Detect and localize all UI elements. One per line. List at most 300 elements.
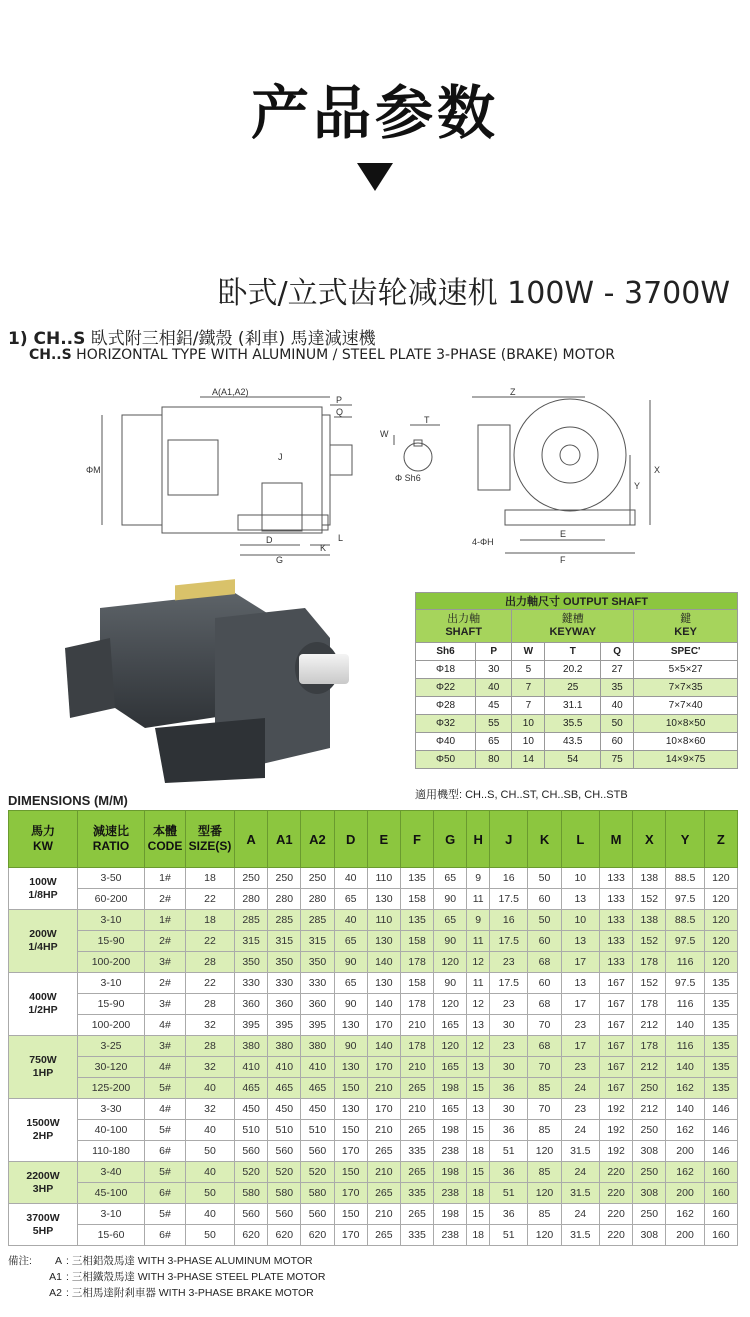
shaft-cell: 55 [476, 715, 512, 733]
dim-cell: 2# [145, 889, 186, 910]
dim-label-g: G [276, 555, 284, 565]
dim-cell: 210 [367, 1078, 400, 1099]
dim-cell: 60 [528, 973, 561, 994]
dim-cell: 31.5 [561, 1183, 599, 1204]
dim-cell: 3-10 [78, 973, 145, 994]
shaft-body [416, 661, 738, 769]
dim-cell: 135 [704, 1036, 737, 1057]
dim-cell: 150 [334, 1204, 367, 1225]
dim-cell: 65 [334, 889, 367, 910]
dim-cell: 2# [145, 931, 186, 952]
dim-cell: 133 [600, 868, 633, 889]
dim-cell: 308 [633, 1141, 666, 1162]
dim-row [9, 973, 738, 994]
dim-cell: 15-60 [78, 1225, 145, 1246]
dim-cell: 30 [490, 1057, 528, 1078]
dim-cell: 50 [186, 1141, 235, 1162]
shaft-row [416, 733, 738, 751]
dim-cell: 68 [528, 994, 561, 1015]
dim-cell: 12 [467, 1036, 490, 1057]
notes [8, 1253, 325, 1301]
dim-cell: 17 [561, 994, 599, 1015]
dim-cell: 330 [235, 973, 268, 994]
dim-cell: 335 [400, 1183, 433, 1204]
dim-cell: 150 [334, 1120, 367, 1141]
dim-cell: 120 [704, 868, 737, 889]
shaft-cell: 45 [476, 697, 512, 715]
col-t: T [545, 643, 601, 661]
dimensions-body [9, 868, 738, 1246]
dim-cell: 450 [235, 1099, 268, 1120]
dim-cell: 410 [268, 1057, 301, 1078]
dim-cell: 130 [334, 1099, 367, 1120]
dim-cell: 308 [633, 1183, 666, 1204]
dim-cell: 15-90 [78, 931, 145, 952]
dim-cell: 1# [145, 910, 186, 931]
dim-col-header: Y [666, 811, 704, 868]
note-text: 三相鐵殼馬達 WITH 3-PHASE STEEL PLATE MOTOR [71, 1271, 326, 1283]
dim-cell: 12 [467, 952, 490, 973]
shaft-cell: 10×8×60 [634, 733, 738, 751]
dim-cell: 120 [528, 1183, 561, 1204]
dim-cell: 135 [400, 910, 433, 931]
power-cell [9, 973, 78, 1036]
dim-cell: 335 [400, 1225, 433, 1246]
dim-col-header: K [528, 811, 561, 868]
dim-cell: 15 [467, 1078, 490, 1099]
shaft-cell: Φ28 [416, 697, 476, 715]
dim-cell: 30 [490, 1099, 528, 1120]
dim-cell: 146 [704, 1099, 737, 1120]
dim-cell: 23 [490, 994, 528, 1015]
dim-cell: 210 [367, 1120, 400, 1141]
dim-cell: 138 [633, 868, 666, 889]
dim-cell: 18 [467, 1225, 490, 1246]
terminal-box-outline [168, 440, 218, 495]
power-hp: 1HP [32, 1067, 54, 1079]
dim-row [9, 1204, 738, 1225]
dim-cell: 60 [528, 889, 561, 910]
dim-cell: 133 [600, 952, 633, 973]
dim-row [9, 1141, 738, 1162]
output-shaft [299, 654, 349, 684]
dim-cell: 465 [268, 1078, 301, 1099]
dim-cell: 4# [145, 1099, 186, 1120]
dim-cell: 220 [600, 1204, 633, 1225]
dim-cell: 130 [367, 889, 400, 910]
dim-cell: 23 [561, 1057, 599, 1078]
shaft-cell: Φ50 [416, 751, 476, 769]
dim-cell: 265 [367, 1141, 400, 1162]
dim-cell: 70 [528, 1015, 561, 1036]
dim-cell: 50 [528, 910, 561, 931]
dim-cell: 162 [666, 1078, 704, 1099]
dim-cell: 560 [301, 1204, 334, 1225]
dim-cell: 15 [467, 1162, 490, 1183]
dim-cell: 22 [186, 889, 235, 910]
dim-cell: 16 [490, 910, 528, 931]
dim-cell: 15-90 [78, 994, 145, 1015]
dim-cell: 88.5 [666, 868, 704, 889]
hdr-kw-cn: 馬力 [30, 824, 55, 838]
dim-cell: 520 [268, 1162, 301, 1183]
dim-cell: 410 [235, 1057, 268, 1078]
dim-cell: 120 [434, 994, 467, 1015]
dim-cell: 50 [528, 868, 561, 889]
hdr-ratio-cn: 減速比 [92, 824, 129, 838]
dim-cell: 120 [434, 1036, 467, 1057]
dim-cell: 40 [334, 868, 367, 889]
dim-row [9, 1036, 738, 1057]
dim-cell: 13 [467, 1099, 490, 1120]
note-prefix: 備注: [8, 1255, 32, 1267]
dim-col-header: H [467, 811, 490, 868]
dim-row [9, 1162, 738, 1183]
shaft-group-row [416, 610, 738, 643]
dim-cell: 178 [400, 952, 433, 973]
dim-cell: 32 [186, 1057, 235, 1078]
dim-cell: 170 [367, 1015, 400, 1036]
dim-cell: 6# [145, 1225, 186, 1246]
section-desc-cn: 臥式附三相鋁/鐵殼 (剎車) 馬達減速機 [85, 329, 376, 349]
shaft-cell: 5 [512, 661, 545, 679]
dim-cell: 280 [235, 889, 268, 910]
shaft-cell: 40 [476, 679, 512, 697]
shaft-cell: Φ40 [416, 733, 476, 751]
dim-cell: 3-40 [78, 1162, 145, 1183]
dim-cell: 85 [528, 1078, 561, 1099]
dim-cell: 380 [235, 1036, 268, 1057]
dim-cell: 210 [367, 1162, 400, 1183]
group-shaft-en: SHAFT [445, 626, 482, 638]
shaft-cell: 60 [601, 733, 634, 751]
dim-cell: 360 [235, 994, 268, 1015]
dim-cell: 110-180 [78, 1141, 145, 1162]
power-hp: 3HP [32, 1182, 54, 1195]
front-shaft-circle [560, 445, 580, 465]
dim-cell: 2# [145, 973, 186, 994]
dim-cell: 510 [235, 1120, 268, 1141]
dim-row [9, 1057, 738, 1078]
dim-cell: 178 [633, 1036, 666, 1057]
power-hp: 1/8HP [28, 888, 58, 901]
dim-cell: 170 [367, 1057, 400, 1078]
dim-row [9, 910, 738, 931]
note-code: A1 [49, 1271, 62, 1283]
dim-cell: 210 [400, 1099, 433, 1120]
dim-cell: 17.5 [490, 889, 528, 910]
group-key-en: KEY [674, 626, 697, 638]
dim-col-header: F [400, 811, 433, 868]
shaft-title-cn: 出力軸尺寸 [504, 596, 560, 608]
dim-cell: 13 [561, 931, 599, 952]
dim-cell: 40 [186, 1120, 235, 1141]
shaft-row [416, 715, 738, 733]
dim-cell: 265 [400, 1120, 433, 1141]
hdr-kw-en: KW [33, 839, 53, 853]
group-keyway-en: KEYWAY [549, 626, 597, 638]
shaft-row [416, 751, 738, 769]
shaft-cell: 7×7×35 [634, 679, 738, 697]
dim-cell: 120 [434, 952, 467, 973]
dim-cell: 192 [600, 1141, 633, 1162]
shaft-cell: 65 [476, 733, 512, 751]
dim-cell: 170 [367, 1099, 400, 1120]
dim-cell: 135 [704, 994, 737, 1015]
dim-cell: 350 [301, 952, 334, 973]
dim-cell: 140 [666, 1099, 704, 1120]
dim-cell: 36 [490, 1120, 528, 1141]
dim-cell: 120 [704, 910, 737, 931]
dim-cell: 120 [528, 1141, 561, 1162]
dim-cell: 220 [600, 1225, 633, 1246]
dim-cell: 32 [186, 1015, 235, 1036]
dim-cell: 30-120 [78, 1057, 145, 1078]
dim-col-header: M [600, 811, 633, 868]
shaft-cell: 10×8×50 [634, 715, 738, 733]
shaft-cell: 10 [512, 733, 545, 751]
dim-label-z: Z [510, 387, 516, 397]
dim-cell: 4# [145, 1015, 186, 1036]
dim-cell: 510 [301, 1120, 334, 1141]
power-kw: 400W [29, 991, 57, 1003]
dim-cell: 135 [704, 973, 737, 994]
dim-cell: 212 [633, 1057, 666, 1078]
dim-cell: 120 [704, 889, 737, 910]
dim-cell: 5# [145, 1120, 186, 1141]
dim-cell: 28 [186, 1036, 235, 1057]
shaft-cell: 7 [512, 697, 545, 715]
dim-label-f: F [560, 555, 566, 565]
dim-cell: 16 [490, 868, 528, 889]
terminal-box [65, 638, 115, 718]
dim-cell: 45-100 [78, 1183, 145, 1204]
dim-cell: 146 [704, 1141, 737, 1162]
dim-cell: 1# [145, 868, 186, 889]
dim-cell: 395 [301, 1015, 334, 1036]
dim-cell: 395 [268, 1015, 301, 1036]
dim-cell: 220 [600, 1162, 633, 1183]
dim-cell: 178 [400, 1036, 433, 1057]
power-kw: 100W [29, 875, 57, 888]
dim-cell: 167 [600, 1057, 633, 1078]
dim-cell: 395 [235, 1015, 268, 1036]
dim-label-q: Q [336, 407, 344, 417]
dim-cell: 17.5 [490, 931, 528, 952]
front-terminal-box [478, 425, 510, 490]
shaft-cell: 40 [601, 697, 634, 715]
shaft-cell: 25 [545, 679, 601, 697]
dim-cell: 11 [467, 931, 490, 952]
dim-cell: 146 [704, 1120, 737, 1141]
dim-label-a: A(A1,A2) [212, 387, 249, 397]
dim-cell: 23 [490, 952, 528, 973]
front-flange-circle [542, 427, 598, 483]
dim-cell: 178 [633, 952, 666, 973]
shaft-cell: Φ32 [416, 715, 476, 733]
dim-cell: 68 [528, 952, 561, 973]
dim-cell: 350 [268, 952, 301, 973]
dim-cell: 130 [367, 973, 400, 994]
dim-cell: 13 [561, 889, 599, 910]
dim-cell: 410 [301, 1057, 334, 1078]
dim-cell: 85 [528, 1204, 561, 1225]
dim-cell: 165 [434, 1015, 467, 1036]
dim-cell: 150 [334, 1078, 367, 1099]
dim-cell: 40 [186, 1078, 235, 1099]
dim-cell: 580 [235, 1183, 268, 1204]
dim-cell: 315 [268, 931, 301, 952]
dim-cell: 130 [334, 1057, 367, 1078]
power-kw: 2200W [26, 1169, 60, 1182]
dim-cell: 3# [145, 994, 186, 1015]
shaft-cell: 31.1 [545, 697, 601, 715]
dim-cell: 140 [367, 994, 400, 1015]
note-text: 三相鋁殼馬達 WITH 3-PHASE ALUMINUM MOTOR [71, 1255, 313, 1267]
motor-body-outline [162, 407, 322, 533]
dim-cell: 90 [334, 994, 367, 1015]
dim-label-t: T [424, 415, 430, 425]
dim-cell: 23 [561, 1015, 599, 1036]
dim-cell: 3# [145, 952, 186, 973]
dim-cell: 5# [145, 1078, 186, 1099]
dim-cell: 620 [235, 1225, 268, 1246]
dim-cell: 560 [301, 1141, 334, 1162]
dim-cell: 85 [528, 1120, 561, 1141]
mounting-foot [155, 718, 265, 783]
dim-cell: 238 [434, 1225, 467, 1246]
dim-cell: 51 [490, 1225, 528, 1246]
dim-cell: 100-200 [78, 1015, 145, 1036]
dim-label-y: Y [634, 481, 641, 491]
dim-cell: 620 [268, 1225, 301, 1246]
dim-cell: 265 [400, 1204, 433, 1225]
dim-cell: 210 [400, 1015, 433, 1036]
dim-row [9, 1078, 738, 1099]
shaft-cell: 50 [601, 715, 634, 733]
dim-cell: 138 [633, 910, 666, 931]
dim-cell: 36 [490, 1204, 528, 1225]
dim-cell: 162 [666, 1204, 704, 1225]
shaft-title-en: OUTPUT SHAFT [563, 596, 648, 608]
dim-cell: 3-25 [78, 1036, 145, 1057]
flange-outline [322, 415, 330, 525]
dim-cell: 12 [467, 994, 490, 1015]
dim-cell: 160 [704, 1183, 737, 1204]
dim-cell: 90 [334, 952, 367, 973]
dim-cell: 178 [400, 994, 433, 1015]
shaft-cell: 27 [601, 661, 634, 679]
dim-cell: 158 [400, 931, 433, 952]
note-sep: : [66, 1255, 72, 1267]
group-key-cn: 鍵 [680, 613, 692, 625]
dim-cell: 4# [145, 1057, 186, 1078]
shaft-cell: Φ18 [416, 661, 476, 679]
dim-cell: 265 [400, 1078, 433, 1099]
power-cell [9, 1204, 78, 1246]
dim-row [9, 952, 738, 973]
note-code: A [54, 1255, 62, 1267]
note-code: A2 [49, 1287, 62, 1299]
dim-cell: 335 [400, 1141, 433, 1162]
dim-cell: 135 [400, 868, 433, 889]
dim-cell: 250 [633, 1078, 666, 1099]
shaft-row [416, 679, 738, 697]
dim-cell: 620 [301, 1225, 334, 1246]
dim-cell: 3# [145, 1036, 186, 1057]
front-base-outline [505, 510, 635, 525]
dim-cell: 135 [704, 1078, 737, 1099]
dim-cell: 22 [186, 973, 235, 994]
power-hp: 1/2HP [28, 1004, 58, 1016]
dimension-drawing [80, 385, 670, 570]
dim-cell: 250 [235, 868, 268, 889]
product-subtitle: 卧式/立式齿轮减速机 100W - 3700W [217, 276, 730, 311]
dim-cell: 90 [434, 973, 467, 994]
dim-cell: 152 [633, 889, 666, 910]
col-p: P [476, 643, 512, 661]
col-w: W [512, 643, 545, 661]
dimensions-header-row [9, 811, 738, 868]
dim-row [9, 1015, 738, 1036]
dim-cell: 133 [600, 931, 633, 952]
dim-cell: 65 [434, 910, 467, 931]
dim-label-j: J [278, 452, 283, 462]
dim-cell: 130 [367, 931, 400, 952]
dim-cell: 158 [400, 889, 433, 910]
dim-cell: 265 [367, 1183, 400, 1204]
note-row [8, 1269, 325, 1285]
dim-cell: 3-10 [78, 910, 145, 931]
dim-cell: 140 [666, 1015, 704, 1036]
note-row [8, 1285, 325, 1301]
dim-cell: 120 [704, 931, 737, 952]
dim-cell: 125-200 [78, 1078, 145, 1099]
dim-cell: 10 [561, 868, 599, 889]
col-sh6: Sh6 [416, 643, 476, 661]
dim-cell: 13 [467, 1057, 490, 1078]
shaft-section-circle [404, 443, 432, 471]
dim-cell: 24 [561, 1078, 599, 1099]
shaft-cell: 14×9×75 [634, 751, 738, 769]
group-keyway-cn: 鍵槽 [561, 613, 584, 625]
dim-cell: 65 [334, 931, 367, 952]
shaft-cell: 5×5×27 [634, 661, 738, 679]
dim-cell: 158 [400, 973, 433, 994]
dim-cell: 40-100 [78, 1120, 145, 1141]
dim-col-header: A2 [301, 811, 334, 868]
dim-col-header: Z [704, 811, 737, 868]
dim-cell: 50 [186, 1183, 235, 1204]
hdr-ratio-en: RATIO [92, 839, 130, 853]
dim-cell: 31.5 [561, 1141, 599, 1162]
dim-cell: 560 [268, 1141, 301, 1162]
dim-cell: 116 [666, 1036, 704, 1057]
dim-cell: 560 [235, 1204, 268, 1225]
dim-cell: 200 [666, 1183, 704, 1204]
dim-cell: 198 [434, 1204, 467, 1225]
dim-cell: 24 [561, 1120, 599, 1141]
dim-cell: 200 [666, 1225, 704, 1246]
hdr-code-cn: 本體 [152, 824, 177, 838]
dim-cell: 238 [434, 1183, 467, 1204]
section-model-en: CH..S [29, 347, 72, 363]
dim-label-p: P [336, 395, 343, 405]
dim-cell: 133 [600, 889, 633, 910]
dim-cell: 308 [633, 1225, 666, 1246]
dim-cell: 18 [467, 1141, 490, 1162]
dim-cell: 5# [145, 1204, 186, 1225]
